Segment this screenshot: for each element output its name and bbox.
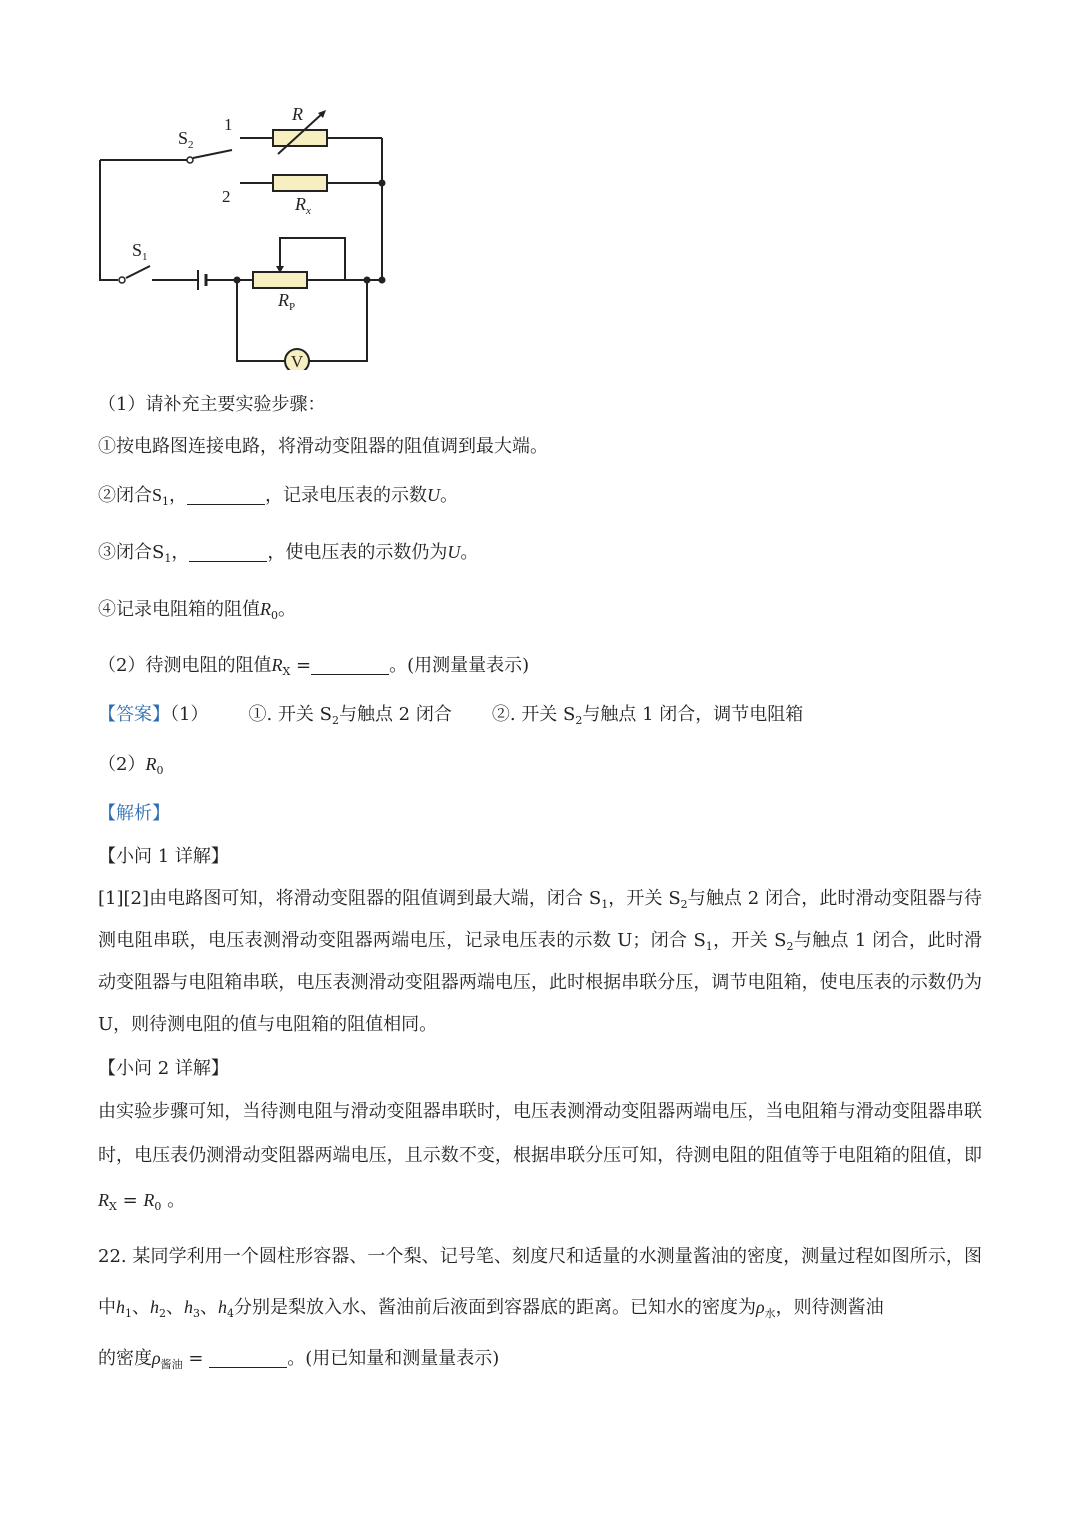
step3: ③闭合$S_1$， ，使电压表的示数仍为U。 bbox=[98, 542, 479, 565]
blank-step3 bbox=[189, 543, 267, 562]
resistor-r bbox=[273, 130, 327, 146]
blank-q22 bbox=[209, 1349, 287, 1368]
part1-intro: （1）请补充主要实验步骤： bbox=[98, 394, 326, 415]
answer-line: 【答案】（1） ①. 开关 $S_2$与触点 2 闭合 ②. 开关 $S_2$与触点 1 闭合，调节电阻箱 bbox=[98, 704, 804, 727]
step1: ①按电路图连接电路，将滑动变阻器的阻值调到最大端。 bbox=[98, 436, 548, 457]
step2: ②闭合$S_1$， ，记录电压表的示数U。 bbox=[98, 485, 459, 508]
q22-text: 22. 某同学利用一个圆柱形容器、一个梨、记号笔、刻度尺和适量的水测量酱油的密度，测量过程如图所示，图中$h_1$、$h_2$、$h_3$、$h_4$分别是梨放入水、酱油前后液面到容器底的距离。已知水的密度为$\rho_水$，则待测酱油 的密度$\rho_{酱油}$ = 。(用已知量和测量量表示) bbox=[98, 1246, 982, 1371]
sub1-text: [1][2]由电路图可知，将滑动变阻器的阻值调到最大端，闭合 $S_1$，开关 $S_2$与触点 2 闭合，此时滑动变阻器与待测电阻串联，电压表测滑动变阻器两端电压，记录电压表的示数 U；闭合 $S_1$，开关 $S_2$与触点 1 闭合，此时滑动变阻器与电阻箱串联，电压表测滑动变阻器两端电压，此时根据串联分压，调节电阻箱，使电压表的示数仍为 U，则待测电阻的值与电阻箱的阻值相同。 bbox=[98, 888, 982, 1035]
label-r: R bbox=[292, 104, 303, 124]
contact-2-label: 2 bbox=[222, 187, 231, 206]
label-rp: $R_P$ bbox=[278, 290, 296, 313]
label-s2: $S_2$ bbox=[178, 128, 194, 151]
part2: （2）待测电阻的阻值$R_X$ = 。(用测量量表示) bbox=[98, 655, 530, 678]
step4: ④记录电阻箱的阻值$R_0$。 bbox=[98, 599, 296, 622]
answer-part2: $(2)R_0$ bbox=[98, 754, 164, 777]
resistor-rx bbox=[273, 175, 327, 191]
blank-part2 bbox=[311, 656, 389, 675]
wire-left bbox=[100, 160, 118, 280]
sub2-text: 由实验步骤可知，当待测电阻与滑动变阻器串联时，电压表测滑动变阻器两端电压，当电阻箱与滑动变阻器串联时，电压表仍测滑动变阻器两端电压，且示数不变，根据串联分压可知，待测电阻的阻值等于电阻箱的阻值，即 $R_X = R_0$ 。 bbox=[98, 1101, 982, 1213]
voltmeter-label: V bbox=[290, 352, 304, 370]
switch-s2-blade bbox=[193, 150, 232, 158]
analysis-tag: 【解析】 bbox=[98, 803, 170, 824]
switch-s1-blade bbox=[126, 266, 150, 278]
sub2-title: 【小问 2 详解】 bbox=[98, 1058, 229, 1079]
label-s1: $S_1$ bbox=[132, 240, 148, 263]
blank-step2 bbox=[187, 486, 265, 505]
contact-1-label: 1 bbox=[224, 115, 233, 134]
resistor-rp bbox=[253, 272, 307, 288]
answer-tag: 【答案】 bbox=[98, 704, 170, 725]
label-rx: $R_x$ bbox=[295, 194, 311, 217]
sub1-title: 【小问 1 详解】 bbox=[98, 846, 229, 867]
circuit-diagram bbox=[90, 100, 490, 370]
